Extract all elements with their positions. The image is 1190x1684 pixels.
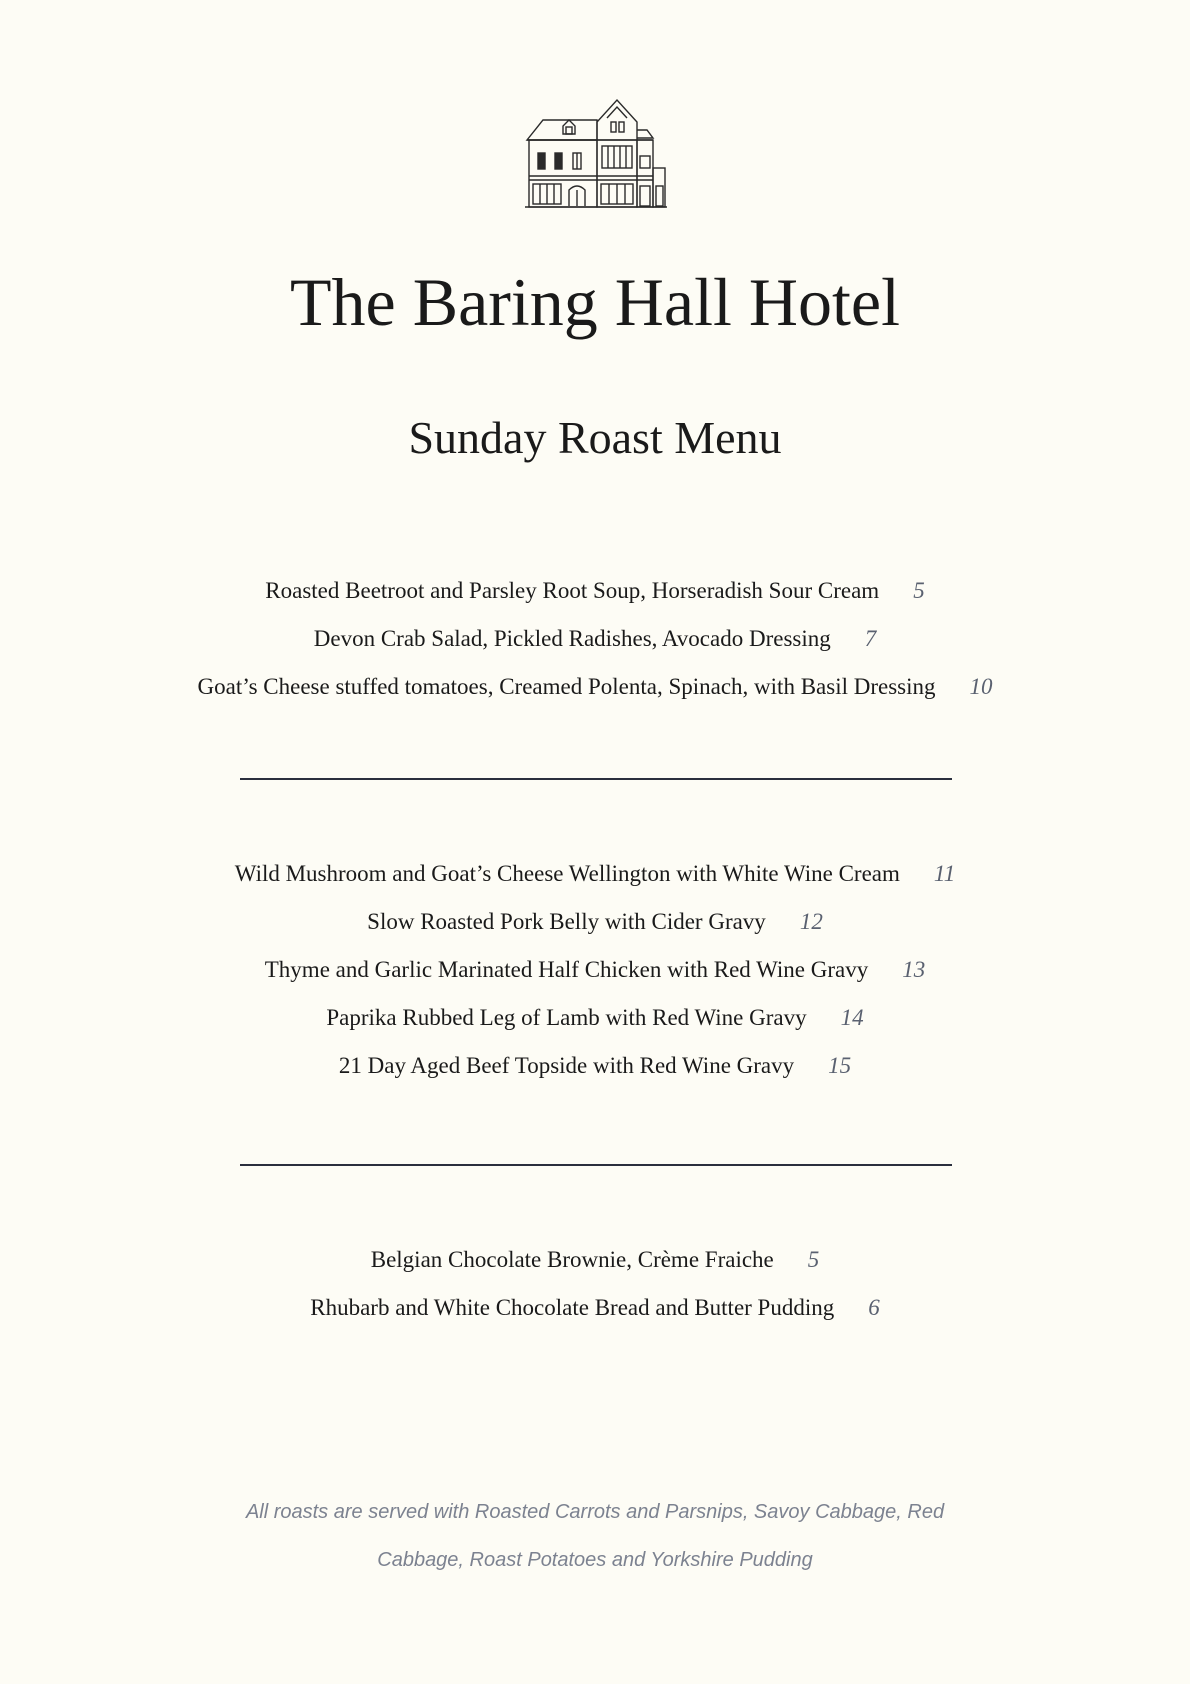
- menu-item: [0, 663, 1190, 711]
- footer-note: [230, 1488, 960, 1584]
- menu-item-name: Wild Mushroom and Goat’s Cheese Wellington with White Wine Cream: [234, 861, 900, 886]
- menu-item-price: 10: [969, 674, 993, 699]
- menu-item: [0, 1042, 1190, 1090]
- menu-item-price: 5: [807, 1247, 820, 1272]
- hotel-building-icon: [525, 98, 667, 211]
- menu-title: Sunday Roast Menu: [408, 412, 782, 463]
- menu-item: [0, 994, 1190, 1042]
- menu-item-name: Roasted Beetroot and Parsley Root Soup, Horseradish Sour Cream: [265, 578, 880, 603]
- menu-item-name: Devon Crab Salad, Pickled Radishes, Avocado Dressing: [313, 626, 831, 651]
- menu-item: [0, 615, 1190, 663]
- menu-item-price: 11: [933, 861, 956, 886]
- menu-item-name: Thyme and Garlic Marinated Half Chicken with Red Wine Gravy: [264, 957, 869, 982]
- footer-note-line: All roasts are served with Roasted Carrots and Parsnips, Savoy Cabbage, Red: [245, 1501, 945, 1523]
- menu-item: [0, 1236, 1190, 1284]
- hotel-name: The Baring Hall Hotel: [290, 264, 900, 340]
- menu-item: [0, 567, 1190, 615]
- section-divider: [240, 1164, 952, 1166]
- menu-item: [0, 850, 1190, 898]
- menu-item-price: 14: [840, 1005, 864, 1030]
- menu-item-price: 5: [913, 578, 925, 603]
- menu-item-price: 12: [799, 909, 823, 934]
- menu-item: [0, 1284, 1190, 1332]
- menu-item-name: Slow Roasted Pork Belly with Cider Gravy: [367, 909, 766, 934]
- menu-item-price: 13: [902, 957, 926, 982]
- menu-item-name: Rhubarb and White Chocolate Bread and Butter Pudding: [310, 1295, 835, 1320]
- section-divider: [240, 778, 952, 780]
- menu-item-name: Belgian Chocolate Brownie, Crème Fraiche: [370, 1247, 774, 1272]
- footer-note-line: Cabbage, Roast Potatoes and Yorkshire Pudding: [377, 1549, 813, 1571]
- desserts-section: [0, 1236, 1190, 1332]
- menu-item-price: 6: [868, 1295, 880, 1320]
- menu-item: [0, 898, 1190, 946]
- menu-item-name: Paprika Rubbed Leg of Lamb with Red Wine Gravy: [326, 1005, 807, 1030]
- mains-section: [0, 850, 1190, 1090]
- menu-item: [0, 946, 1190, 994]
- menu-item-name: 21 Day Aged Beef Topside with Red Wine Gravy: [338, 1053, 795, 1078]
- menu-item-price: 15: [828, 1053, 852, 1078]
- menu-item-price: 7: [864, 626, 877, 651]
- starters-section: [0, 567, 1190, 711]
- menu-item-name: Goat’s Cheese stuffed tomatoes, Creamed Polenta, Spinach, with Basil Dressing: [197, 674, 936, 699]
